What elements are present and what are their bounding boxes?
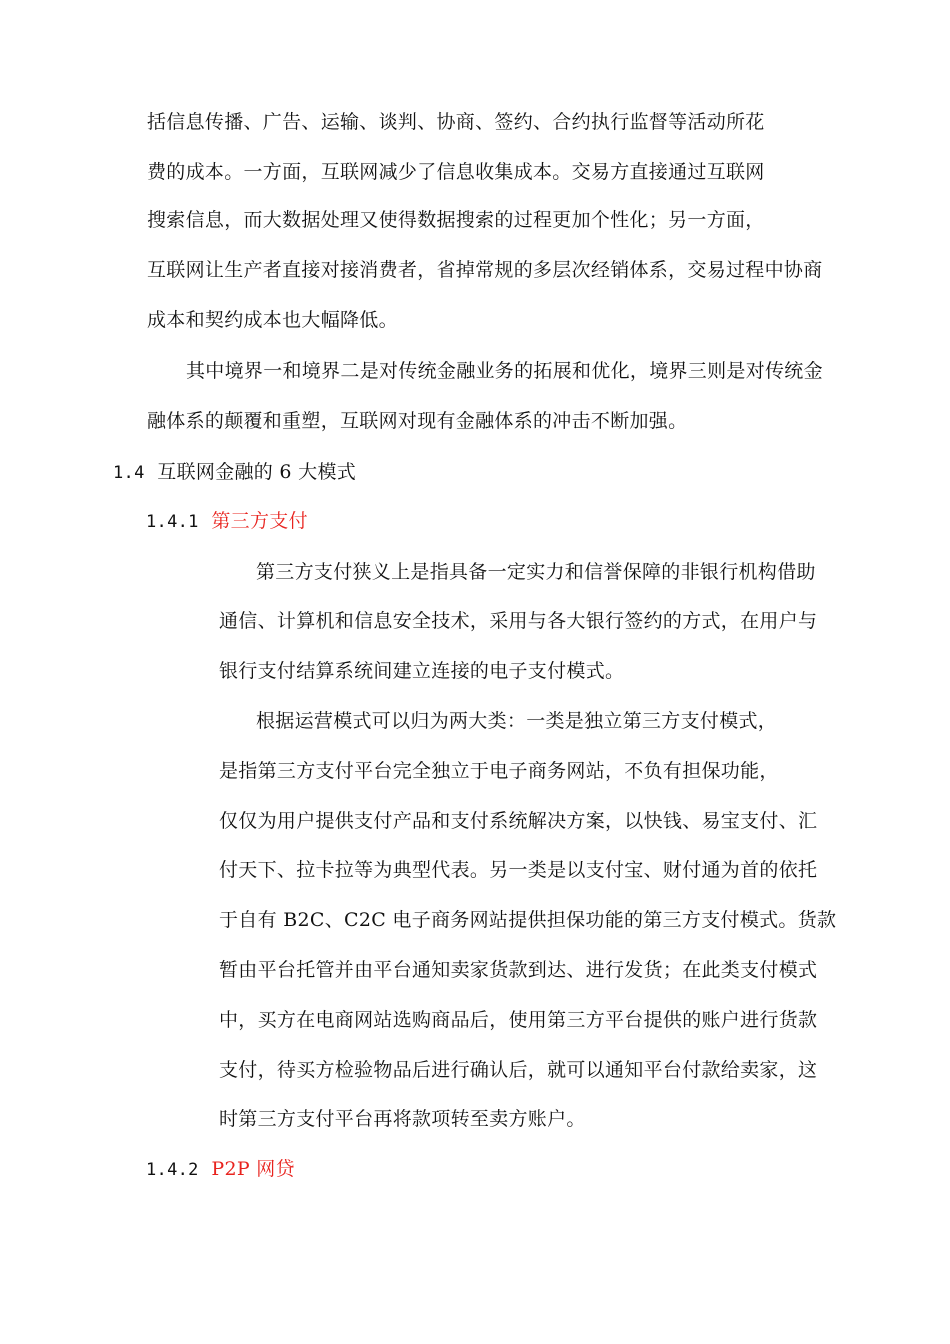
text-line: 搜索信息，而大数据处理又使得数据搜索的过程更加个性化；另一方面，: [147, 209, 765, 231]
text-line: 互联网让生产者直接对接消费者，省掉常规的多层次经销体系，交易过程中协商: [147, 259, 823, 281]
section-heading-1-4: [113, 460, 356, 485]
text-line: 括信息传播、广告、运输、谈判、协商、签约、合约执行监督等活动所花: [147, 111, 765, 133]
text-line: 仅仅为用户提供支付产品和支付系统解决方案，以快钱、易宝支付、汇: [219, 810, 818, 832]
section-title: 第三方支付: [211, 510, 308, 532]
text-line: 时第三方支付平台再将款项转至卖方账户。: [219, 1108, 586, 1130]
text-line: 其中境界一和境界二是对传统金融业务的拓展和优化，境界三则是对传统金: [186, 360, 823, 382]
text-line: 银行支付结算系统间建立连接的电子支付模式。: [219, 660, 625, 682]
text-line: 暂由平台托管并由平台通知卖家货款到达、进行发货；在此类支付模式: [219, 959, 818, 981]
text-line: 通信、计算机和信息安全技术，采用与各大银行签约的方式，在用户与: [219, 610, 818, 632]
text-line: 于自有 B2C、C2C 电子商务网站提供担保功能的第三方支付模式。货款: [219, 909, 837, 931]
section-heading-1-4-2: [146, 1157, 295, 1182]
text-line: 付天下、拉卡拉等为典型代表。另一类是以支付宝、财付通为首的依托: [219, 859, 818, 881]
section-title: P2P 网贷: [211, 1158, 295, 1180]
text-line: 支付，待买方检验物品后进行确认后，就可以通知平台付款给卖家，这: [219, 1059, 818, 1081]
section-number: 1.4: [113, 463, 145, 483]
text-line: 成本和契约成本也大幅降低。: [147, 309, 398, 331]
section-title: 互联网金融的 6 大模式: [157, 461, 357, 483]
text-line: 费的成本。一方面，互联网减少了信息收集成本。交易方直接通过互联网: [147, 161, 765, 183]
section-number: 1.4.2: [146, 1160, 199, 1180]
text-line: 中，买方在电商网站选购商品后，使用第三方平台提供的账户进行货款: [219, 1009, 818, 1031]
section-heading-1-4-1: [146, 509, 308, 534]
text-line: 融体系的颠覆和重塑，互联网对现有金融体系的冲击不断加强。: [147, 410, 688, 432]
section-number: 1.4.1: [146, 512, 199, 532]
text-line: 第三方支付狭义上是指具备一定实力和信誉保障的非银行机构借助: [256, 561, 816, 583]
text-line: 根据运营模式可以归为两大类：一类是独立第三方支付模式，: [256, 710, 778, 732]
text-line: 是指第三方支付平台完全独立于电子商务网站，不负有担保功能，: [219, 760, 779, 782]
